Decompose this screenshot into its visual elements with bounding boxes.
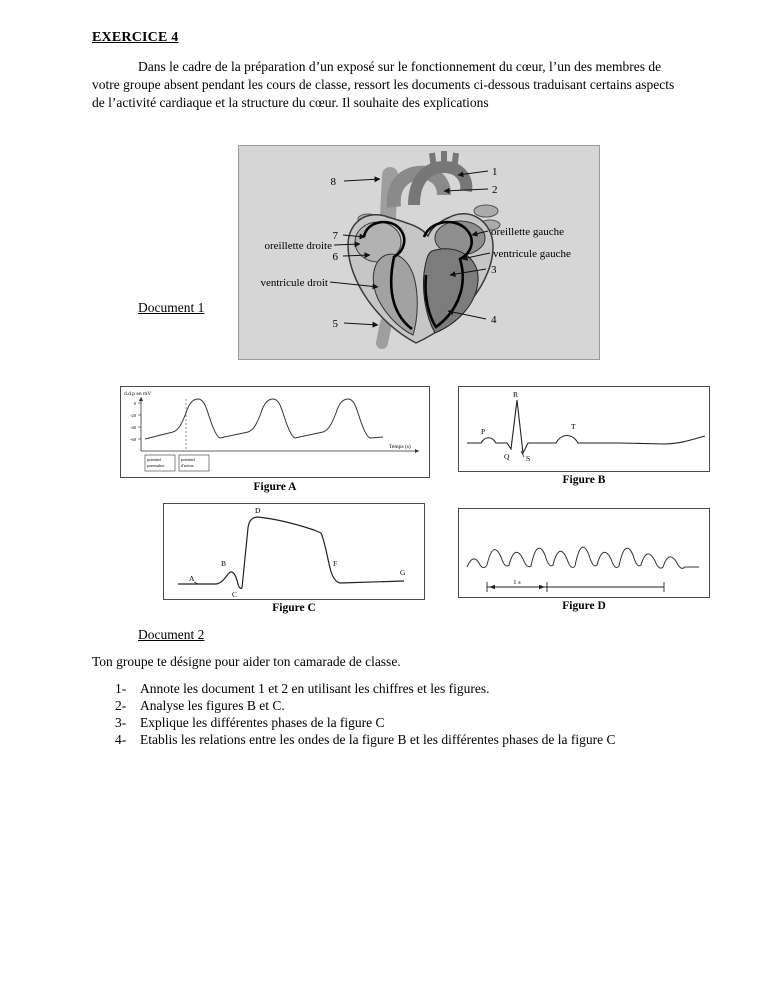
- label-6: 6: [332, 251, 338, 263]
- question-4: [115, 731, 700, 748]
- svg-text:potentiel: potentiel: [147, 457, 161, 462]
- question-3: [115, 714, 700, 731]
- svg-text:-60: -60: [130, 437, 136, 442]
- heart-diagram: [238, 145, 600, 360]
- figure-a: [120, 386, 430, 478]
- label-8: 8: [330, 176, 336, 188]
- document2-label: Document 2: [138, 627, 205, 642]
- figure-a-ylabel: d.d.p en mV: [124, 391, 152, 397]
- figure-a-caption: Figure A: [253, 481, 297, 493]
- wave-r-label: R: [513, 390, 519, 399]
- action-potential-trace: [178, 517, 404, 588]
- figure-b-svg: [459, 387, 709, 471]
- figure-b-caption: Figure B: [562, 474, 606, 486]
- question-1: [115, 680, 700, 697]
- figure-a-legend: [145, 455, 209, 471]
- wave-p-label: P: [481, 427, 486, 436]
- question-4-text: Etablis les relations entre les ondes de la figure B et les différentes phases de la figure C: [140, 732, 616, 747]
- ecg-trace: [467, 400, 705, 453]
- label-4: 4: [491, 314, 497, 326]
- scale-label: 1 s: [513, 579, 521, 586]
- point-a-label: A: [189, 574, 195, 583]
- label-ventricule-droit: ventricule droit: [260, 277, 328, 289]
- point-d-label: D: [255, 506, 261, 515]
- point-g-label: G: [400, 568, 406, 577]
- question-1-text: Annote les document 1 et 2 en utilisant les chiffres et les figures.: [140, 681, 490, 696]
- figure-a-xlabel: Temps (s): [389, 444, 411, 450]
- label-ventricule-gauche: ventricule gauche: [493, 248, 571, 260]
- ecg-wave-labels: [481, 390, 576, 463]
- svg-text:-20: -20: [130, 413, 136, 418]
- question-2-text: Analyse les figures B et C.: [140, 698, 285, 713]
- question-2: [115, 697, 700, 714]
- question-3-text: Explique les différentes phases de la figure C: [140, 715, 385, 730]
- label-7: 7: [332, 230, 338, 242]
- point-f-label: F: [333, 559, 338, 568]
- question-2-number: 2-: [115, 698, 127, 713]
- svg-text:potentiel: potentiel: [181, 457, 195, 462]
- label-3: 3: [491, 264, 497, 276]
- svg-text:pacemaker: pacemaker: [147, 463, 165, 468]
- exercise-title: EXERCICE 4: [92, 30, 179, 45]
- figure-c-caption: Figure C: [272, 602, 316, 614]
- intro-paragraph: Dans le cadre de la préparation d’un exposé sur le fonctionnement du cœur, l’un des membres de votre groupe absent pendant les cours de classe, ressort les documents ci-dessous traduisant certains aspects de l’activité cardiaque et la structure du cœur. Il souhaite des explications: [92, 59, 675, 110]
- svg-text:-40: -40: [130, 425, 136, 430]
- figure-a-svg: [121, 387, 429, 477]
- wave-s-label: S: [526, 454, 531, 463]
- figure-c: [163, 503, 425, 600]
- pressure-trace: [467, 547, 699, 568]
- label-oreillette-gauche: oreillette gauche: [491, 226, 564, 238]
- point-b-label: B: [221, 559, 227, 568]
- question-list: [115, 680, 700, 748]
- figure-c-svg: [164, 504, 424, 599]
- figure-a-yticks: [130, 401, 141, 442]
- label-oreillette-droite: oreillette droite: [264, 240, 332, 252]
- heart-diagram-svg: [238, 145, 600, 360]
- document1-label: Document 1: [138, 300, 205, 315]
- label-5: 5: [332, 318, 338, 330]
- time-scale: [487, 579, 664, 592]
- document2-intro: Ton groupe te désigne pour aider ton camarade de classe.: [92, 654, 401, 669]
- svg-text:d'action: d'action: [181, 463, 194, 468]
- figure-b: [458, 386, 710, 472]
- point-c-label: C: [232, 590, 238, 599]
- label-1: 1: [492, 166, 498, 178]
- wave-t-label: T: [571, 422, 576, 431]
- question-3-number: 3-: [115, 715, 127, 730]
- figure-d-svg: [459, 509, 709, 597]
- figure-d: [458, 508, 710, 598]
- question-1-number: 1-: [115, 681, 127, 696]
- phase-labels: [189, 506, 406, 599]
- svg-text:0: 0: [133, 401, 136, 406]
- question-4-number: 4-: [115, 732, 127, 747]
- wave-q-label: Q: [504, 452, 510, 461]
- figure-a-trace: [145, 399, 383, 439]
- figure-d-caption: Figure D: [562, 600, 606, 612]
- label-2: 2: [492, 184, 498, 196]
